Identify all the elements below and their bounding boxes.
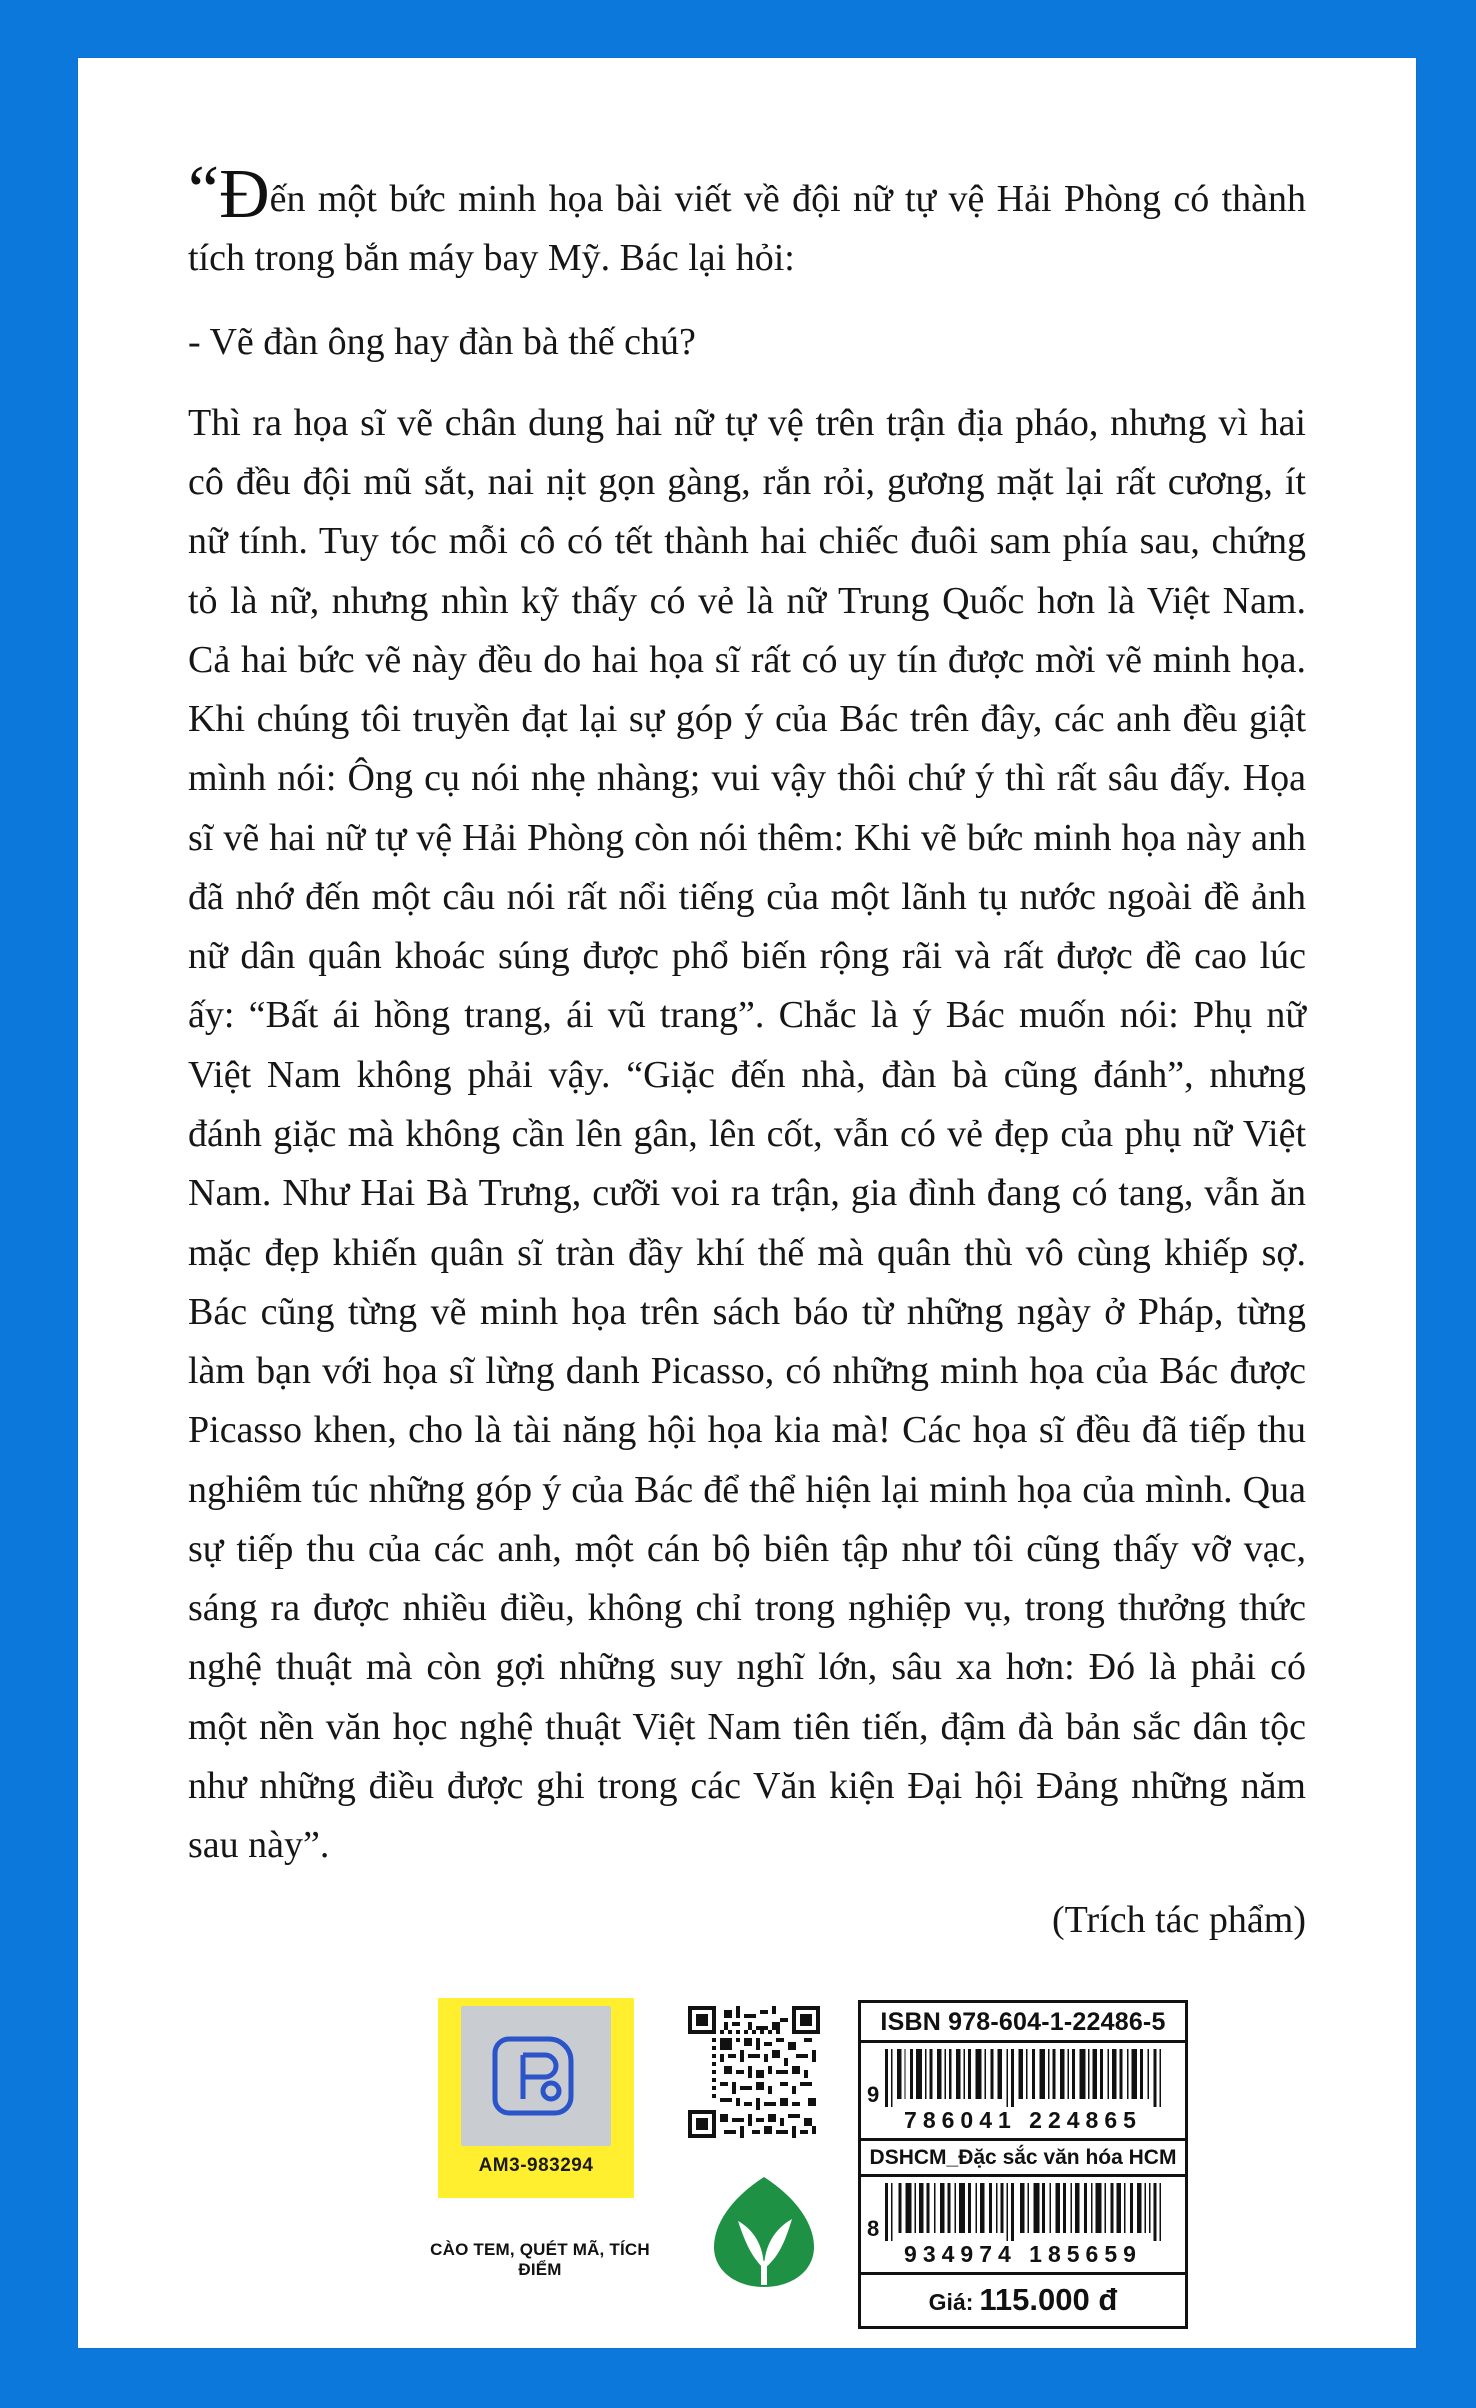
stamp-code: AM3-983294 xyxy=(478,2155,594,2176)
isbn-number: ISBN 978-604-1-22486-5 xyxy=(861,2003,1185,2043)
publisher-line: DSHCM_Đặc sắc văn hóa HCM xyxy=(861,2141,1185,2177)
ean2-lead-digit: 8 xyxy=(867,2216,880,2241)
paragraph-2: Thì ra họa sĩ vẽ chân dung hai nữ tự vệ trên trận địa pháo, nhưng vì hai cô đều đội mũ sắt, nai nịt gọn gàng, rắn rỏi, gương mặt lại rất cương, ít nữ tính. Tuy tóc mỗi cô có tết thành hai chiếc đuôi sam phía sau, chứng tỏ là nữ, nhưng nhìn kỹ thấy có vẻ là nữ Trung Quốc hơn là Việt Nam. Cả hai bức vẽ này đều do hai họa sĩ rất có uy tín được mời vẽ minh họa. Khi chúng tôi truyền đạt lại sự góp ý của Bác trên đây, các anh đều giật mình nói: Ông cụ nói nhẹ nhàng; vui vậy thôi chứ ý thì rất sâu đấy. Họa sĩ vẽ hai nữ tự vệ Hải Phòng còn nói thêm: Khi vẽ bức minh họa này anh đã nhớ đến một câu nói rất nổi tiếng của một lãnh tụ nước ngoài đề ảnh nữ dân quân khoác súng được phổ biến rộng rãi và rất được đề cao lúc ấy: “Bất ái hồng trang, ái vũ trang”. Chắc là ý Bác muốn nói: Phụ nữ Việt Nam không phải vậy. “Giặc đến nhà, đàn bà cũng đánh”, nhưng đánh giặc mà không cần lên gân, lên cốt, vẫn có vẻ đẹp của phụ nữ Việt Nam. Như Hai Bà Trưng, cưỡi voi ra trận, gia đình đang có tang, vẫn ăn mặc đẹp khiến quân sĩ tràn đầy khí thế mà quân thù vô cùng khiếp sợ. Bác cũng từng vẽ minh họa trên sách báo từ những ngày ở Pháp, từng làm bạn với họa sĩ lừng danh Picasso, có những minh họa của Bác được Picasso khen, cho là tài năng hội họa kia mà! Các họa sĩ đều đã tiếp thu nghiêm túc những góp ý của Bác để thể hiện lại minh họa của mình. Qua sự tiếp thu của các anh, một cán bộ biên tập như tôi cũng thấy vỡ vạc, sáng ra được nhiều điều, không chỉ trong nghiệp vụ, trong thưởng thức nghệ thuật mà còn gợi những suy nghĩ lớn, sâu xa hơn: Đó là phải có một nền văn học nghệ thuật Việt Nam tiên tiến, đậm đà bản sắc dân tộc như những điều được ghi trong các Văn kiện Đại hội Đảng những năm sau này”. xyxy=(188,401,1306,1867)
ean13-barcode-2 xyxy=(861,2177,1185,2241)
qr-code-icon[interactable] xyxy=(688,2006,820,2138)
authenticity-stamp[interactable] xyxy=(438,1998,634,2198)
excerpt-body xyxy=(188,152,1306,1951)
price-row xyxy=(861,2275,1185,2326)
cover-footer xyxy=(188,1988,1306,2317)
excerpt-content xyxy=(188,152,1306,1951)
ean2-digits: 934974 185659 xyxy=(861,2241,1185,2275)
open-quote: “ xyxy=(188,152,220,229)
paragraph-1-text: ến một bức minh họa bài viết về đội nữ tự vệ Hải Phòng có thành tích trong bắn máy bay Mỹ. Bác lại hỏi: xyxy=(188,178,1306,280)
leaf-logo-icon xyxy=(694,2173,834,2293)
attribution: (Trích tác phẩm) xyxy=(1052,1899,1306,1942)
ean-digits: 786041 224865 xyxy=(861,2107,1185,2141)
isbn-barcode-block xyxy=(858,2000,1188,2329)
ean-lead-digit: 9 xyxy=(867,2082,880,2107)
ean13-barcode-1 xyxy=(861,2043,1185,2107)
dialog-line: - Vẽ đàn ông hay đàn bà thế chú? xyxy=(188,320,696,363)
price-value: 115.000 đ xyxy=(979,2282,1118,2317)
drop-cap: Đ xyxy=(219,156,270,233)
paragraph-1 xyxy=(188,152,1306,289)
price-label: Giá: xyxy=(928,2289,974,2315)
stamp-caption: CÀO TEM, QUÉT MÃ, TÍCH ĐIỂM xyxy=(430,2240,650,2279)
scratch-stamp-icon[interactable] xyxy=(461,2006,611,2146)
cover-sheet xyxy=(78,58,1416,2348)
